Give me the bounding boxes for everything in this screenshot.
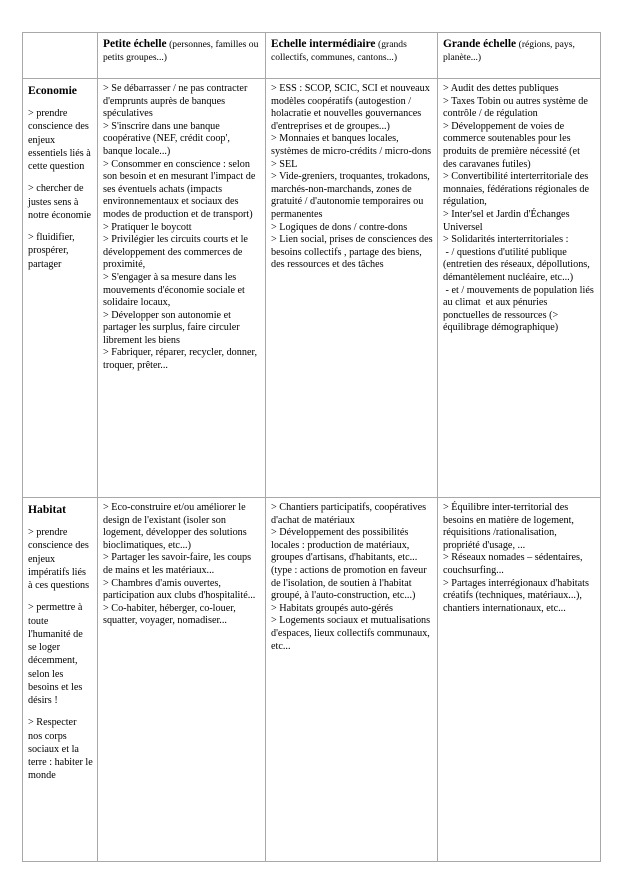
column-header-petite-echelle [98, 33, 266, 79]
list-item: > Habitats groupés auto-gérés [271, 602, 394, 614]
list-item: > Chantiers participatifs, coopératives d'achat de matériaux [271, 502, 429, 526]
list-item: - / questions d'utilité publique (entretien des réseaux, dépollutions, démantèlement nucléaire, etc...) [443, 246, 593, 283]
list-item: > Logements sociaux et mutualisations d'espaces, lieux collectifs communaux, etc... [271, 615, 433, 652]
list-item: > Vide-greniers, troquantes, trokadons, marchés-non-marchands, zones de gratuité / d'autonomie temporaires ou permanentes [271, 171, 433, 220]
row-title: Economie [28, 84, 77, 97]
list-item: > Monnaies et banques locales, systèmes de micro-crédits / micro-dons [271, 133, 432, 157]
row-label-paragraph: > prendre conscience des enjeux impératifs liés à ces questions [28, 527, 90, 592]
list-item: > Privilégier les circuits courts et le développement des commerces de proximité, [103, 234, 251, 271]
row-label-paragraph: > chercher de justes sens à notre économie [28, 183, 92, 221]
list-item: > Développement de voies de commerce soutenables pour les produits de première nécessité (et des caravanes futiles) [443, 120, 583, 170]
bullet-list [271, 502, 433, 653]
list-item: > Équilibre inter-territorial des besoins en matière de logement, réquisitions /rationalisation, propriété d'usage, ... [443, 502, 577, 551]
column-header-subtitle: (régions, pays, planète...) [443, 39, 575, 63]
list-item: > Audit des dettes publiques [443, 83, 559, 94]
list-item: > Solidarités interterritoriales : [443, 234, 569, 246]
row-label-economie [23, 79, 98, 498]
list-item: > Développer son autonomie et partager les surplus, faire circuler librement les biens [103, 309, 243, 346]
list-item: > Eco-construire et/ou améliorer le design de l'existant (isoler son logement, développer des solutions bioclimatiques, etc...) [103, 502, 250, 551]
cell-habitat-petite-echelle [98, 498, 266, 862]
cell-economie-petite-echelle [98, 79, 266, 498]
list-item: > Partages interrégionaux d'habitats créatifs (techniques, matériaux...), chantiers internationaux, etc... [443, 577, 592, 614]
list-item: > S'inscrire dans une banque coopérative (NEF, crédit coop', banque locale...) [103, 120, 233, 157]
table-row-economie [23, 79, 601, 498]
row-label-paragraph: > permettre à toute l'humanité de se loger décemment, selon les besoins et les désirs ! [28, 602, 83, 707]
row-label-paragraph: > prendre conscience des enjeux essentiels liés à cette question [28, 108, 91, 173]
row-label-paragraph: > fluidifier, prospérer, partager [28, 232, 75, 270]
bullet-list [271, 83, 436, 272]
list-item: > SEL [271, 158, 298, 170]
column-header-title: Echelle intermédiaire [271, 38, 376, 50]
list-item: > Logiques de dons / contre-dons [271, 221, 408, 233]
list-item: > Développement des possibilités locales : production de matériaux, groupes d'artisans, d'habitants, etc... (type : actions de promotion en faveur de l'isolation, de soutien à l'habitat groupé, à l'auto-construction, etc...) [271, 527, 430, 602]
list-item: > ESS : SCOP, SCIC, SCI et nouveaux modèles coopératifs (autogestion / holacratie et nouvelles gouvernances d'entreprises et de groupes...) [271, 83, 433, 132]
list-item: > Taxes Tobin ou autres système de contrôle / de régulation [443, 95, 591, 120]
table-row-habitat [23, 498, 601, 862]
list-item: > Pratiquer le boycott [103, 221, 192, 233]
list-item: > Lien social, prises de consciences des besoins collectifs , partage des biens, des ressources et des tâches [271, 234, 436, 271]
cell-economie-grande-echelle [438, 79, 601, 498]
bullet-list [443, 502, 596, 615]
list-item: > Consommer en conscience : selon son besoin et en mesurant l'impact de ses éventuels achats (impacts environnementaux et sociaux des modes de production et de transport) [103, 158, 258, 220]
row-title: Habitat [28, 503, 67, 516]
list-item: > Co-habiter, héberger, co-louer, squatter, voyager, nomadiser... [103, 602, 239, 627]
list-item: > Se débarrasser / ne pas contracter d'emprunts auprès de banques spéculatives [103, 83, 250, 120]
cell-economie-echelle-intermediaire [266, 79, 438, 498]
bullet-list [103, 83, 261, 373]
column-header-title: Petite échelle [103, 38, 167, 50]
list-item: > Convertibilité interterritoriale des monnaies, fédérations régionales de régulation, [443, 171, 592, 208]
bullet-list [443, 83, 596, 335]
list-item: - et / mouvements de population liés au climat et aux pénuries ponctuelles de ressources (> équilibrage démographique) [443, 284, 597, 334]
list-item: > Fabriquer, réparer, recycler, donner, troquer, prêter... [103, 347, 260, 372]
table-corner-cell [23, 33, 98, 79]
bullet-list [103, 502, 261, 628]
list-item: > Chambres d'amis ouvertes, participation aux clubs d'hospitalité... [103, 577, 256, 602]
row-label-habitat [23, 498, 98, 862]
list-item: > S'engager à sa mesure dans les mouvements d'économie sociale et solidaire locaux, [103, 271, 248, 309]
column-header-title: Grande échelle [443, 38, 517, 50]
column-header-subtitle: (grands collectifs, communes, cantons...) [271, 39, 407, 63]
cell-habitat-echelle-intermediaire [266, 498, 438, 862]
column-header-echelle-intermediaire [266, 33, 438, 79]
list-item: > Inter'sel et Jardin d'Échanges Universel [443, 208, 573, 233]
column-header-grande-echelle [438, 33, 601, 79]
scales-matrix-table [22, 32, 601, 862]
table-header-row [23, 33, 601, 79]
cell-habitat-grande-echelle [438, 498, 601, 862]
list-item: > Réseaux nomades – sédentaires, couchsurfing... [443, 552, 586, 576]
list-item: > Partager les savoir-faire, les coups de mains et les matériaux... [103, 552, 254, 576]
row-label-paragraph: > Respecter nos corps sociaux et la terre : habiter le monde [28, 717, 93, 782]
column-header-subtitle: (personnes, familles ou petits groupes...) [103, 39, 259, 63]
